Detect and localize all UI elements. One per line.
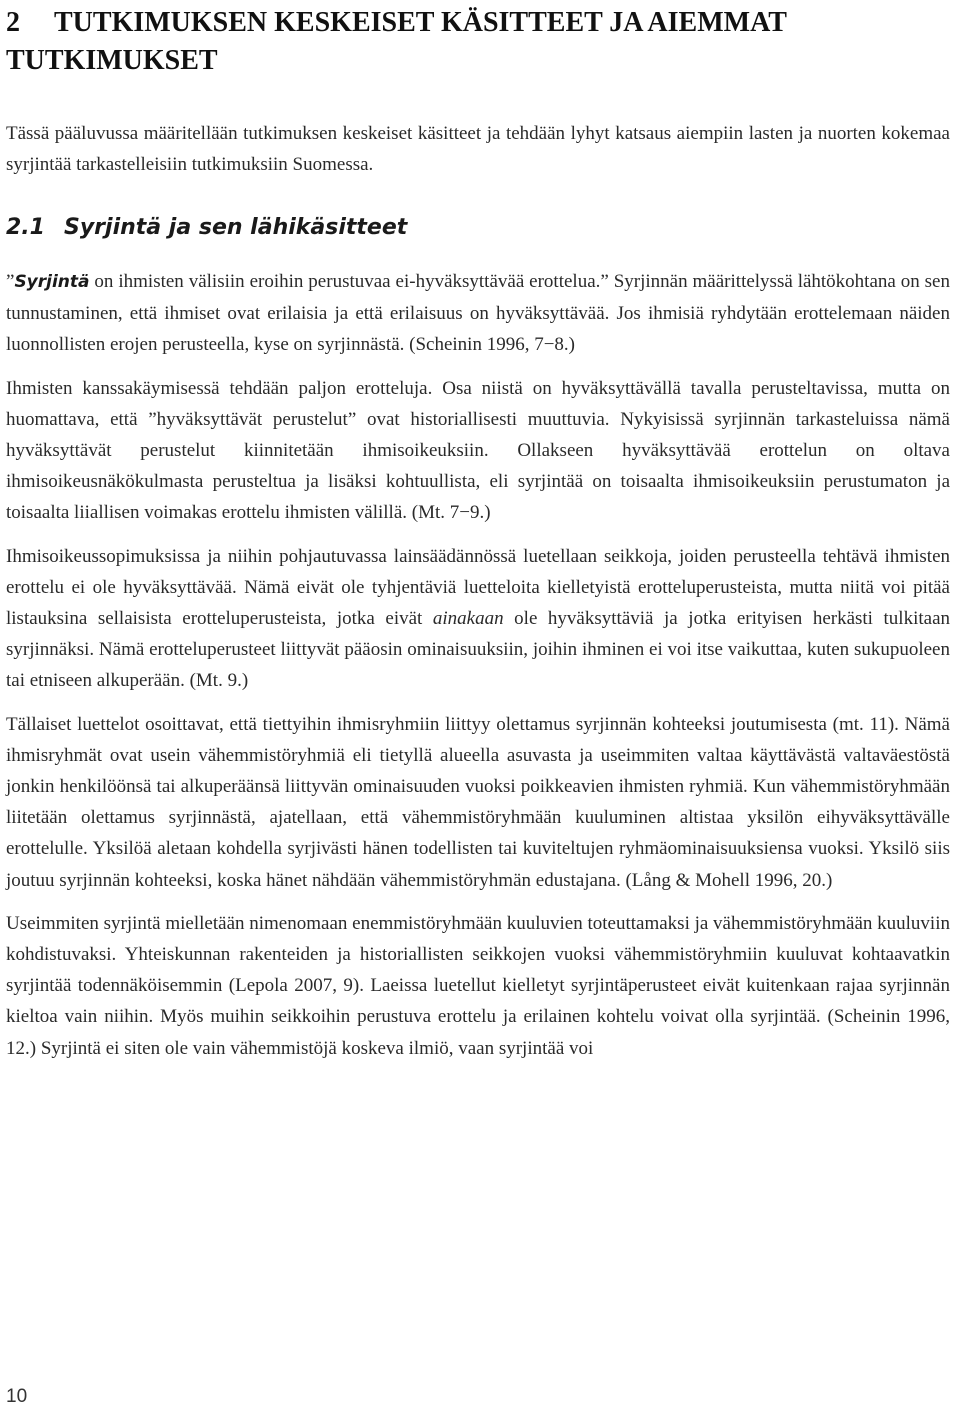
paragraph-definition	[6, 266, 950, 361]
emphasis-word: ainakaan	[432, 608, 504, 630]
section-title: Syrjintä ja sen lähikäsitteet	[64, 215, 408, 240]
paragraph-minority-groups: Tällaiset luettelot osoittavat, että tiettyihin ihmisryhmiin liittyy olettamus syrjinnän kohteeksi joutumisesta (mt. 11). Nämä ihmisryhmät ovat usein vähemmistöryhmiä eli tietyllä alueella asuvasta ja useimmiten valtaa käyttävästä valtaväestöstä jonkin henkilöönsä tai alkuperäänsä liittyvän ominaisuuden vuoksi poikkeavien ihmisten ryhmiä. Kun vähemmistöryhmään liitetään olettamus syrjinnästä, ajatellaan, että vähemmistöryhmään kuuluminen altistaa yksilön eihyväksyttävälle erottelulle. Yksilöä aletaan kohdella syrjivästi hänen todellisten tai kuviteltujen ryhmäominaisuuksiensa vuoksi. Yksilö siis joutuu syrjinnän kohteeksi, koska hänet nähdään vähemmistöryhmän edustajana. (Lång & Mohell 1996, 20.)	[6, 713, 950, 891]
defined-term: Syrjintä	[14, 272, 90, 292]
paragraph-majority: Useimmiten syrjintä mielletään nimenomaan enemmistöryhmään kuuluvien toteuttamaksi ja vähemmistöryhmään kuuluviin kohdistuvaksi. Yhteiskunnan rakenteiden ja historiallisten seikkojen vuoksi vähemmistöryhmiin kuuluvat kohtaavatkin syrjintää todennäköisemmin (Lepola 2007, 9). Laeissa luetellut kielletyt syrjintäperusteet eivät kuitenkaan rajaa syrjinnän kieltoa vain niihin. Myös muihin seikkoihin perustuva erottelu ja erilainen kohtelu voivat olla syrjintää. (Scheinin 1996, 12.) Syrjintä ei siten ole vain vähemmistöjä koskeva ilmiö, vaan syrjintää voi	[6, 912, 950, 1059]
chapter-heading	[6, 4, 946, 80]
paragraph-distinctions: Ihmisten kanssakäymisessä tehdään paljon erotteluja. Osa niistä on hyväksyttävällä tavalla perusteltavissa, mutta on huomattava, että ”hyväksyttävät perustelut” ovat historiallisesti muuttuvia. Nykyisissä syrjinnän tarkasteluissa nämä hyväksyttävät perustelut kiinnitetään ihmisoikeuksiin. Ollakseen hyväksyttävää erottelun on oltava ihmisoikeusnäkökulmasta perusteltua ja lisäksi kohtuullista, eli syrjintää on toisaalta ihmisoikeuksiin perustumaton ja toisaalta liiallisen voimakas erottelu ihmisten välillä. (Mt. 7−9.)	[6, 377, 950, 524]
chapter-number: 2	[6, 7, 20, 38]
paragraph-human-rights	[6, 541, 950, 697]
paragraph-human-rights-after: ole hyväksyttäviä ja jotka erityisen herkästi tulkitaan syrjinnäksi. Nämä erotteluperusteet liittyvät pääosin ominaisuuksiin, joihin ihminen ei voi itse vaikuttaa, kuten sukupuoleen tai etniseen alkuperään. (Mt. 9.)	[6, 608, 951, 692]
section-heading	[6, 212, 946, 244]
open-quote: ”	[6, 271, 15, 292]
chapter-title: TUTKIMUKSEN KESKEISET KÄSITTEET JA AIEMMAT TUTKIMUKSET	[6, 7, 787, 76]
paragraph-definition-text: on ihmisten välisiin eroihin perustuvaa ei-hyväksyttävää erottelua.” Syrjinnän määrittelyssä lähtökohtana on sen tunnustaminen, että ihmiset ovat erilaisia ja että erilaisuus on hyväksyttävää. Jos ihmisiä ryhdytään erottelemaan näiden luonnollisten erojen perusteella, kyse on syrjinnästä. (Scheinin 1996, 7−8.)	[6, 271, 950, 356]
paragraph-human-rights-before: Ihmisoikeussopimuksissa ja niihin pohjautuvassa lainsäädännössä luetellaan seikkoja, joiden perusteella tehtävä ihmisten erottelu ei ole hyväksyttävää. Nämä eivät ole tyhjentäviä luetteloita kielletyistä erotteluperusteista, mutta niitä voi pitää listauksina sellaisista erotteluperusteista, jotka eivät	[6, 545, 950, 630]
section-number: 2.1	[6, 215, 45, 240]
body-text	[6, 266, 950, 1076]
intro-paragraph: Tässä pääluvussa määritellään tutkimuksen keskeiset käsitteet ja tehdään lyhyt katsaus aiempiin lasten ja nuorten kokemaa syrjintää tarkastelleisiin tutkimuksiin Suomessa.	[6, 123, 950, 176]
intro-block	[6, 118, 950, 192]
page-number: 10	[6, 1386, 28, 1407]
